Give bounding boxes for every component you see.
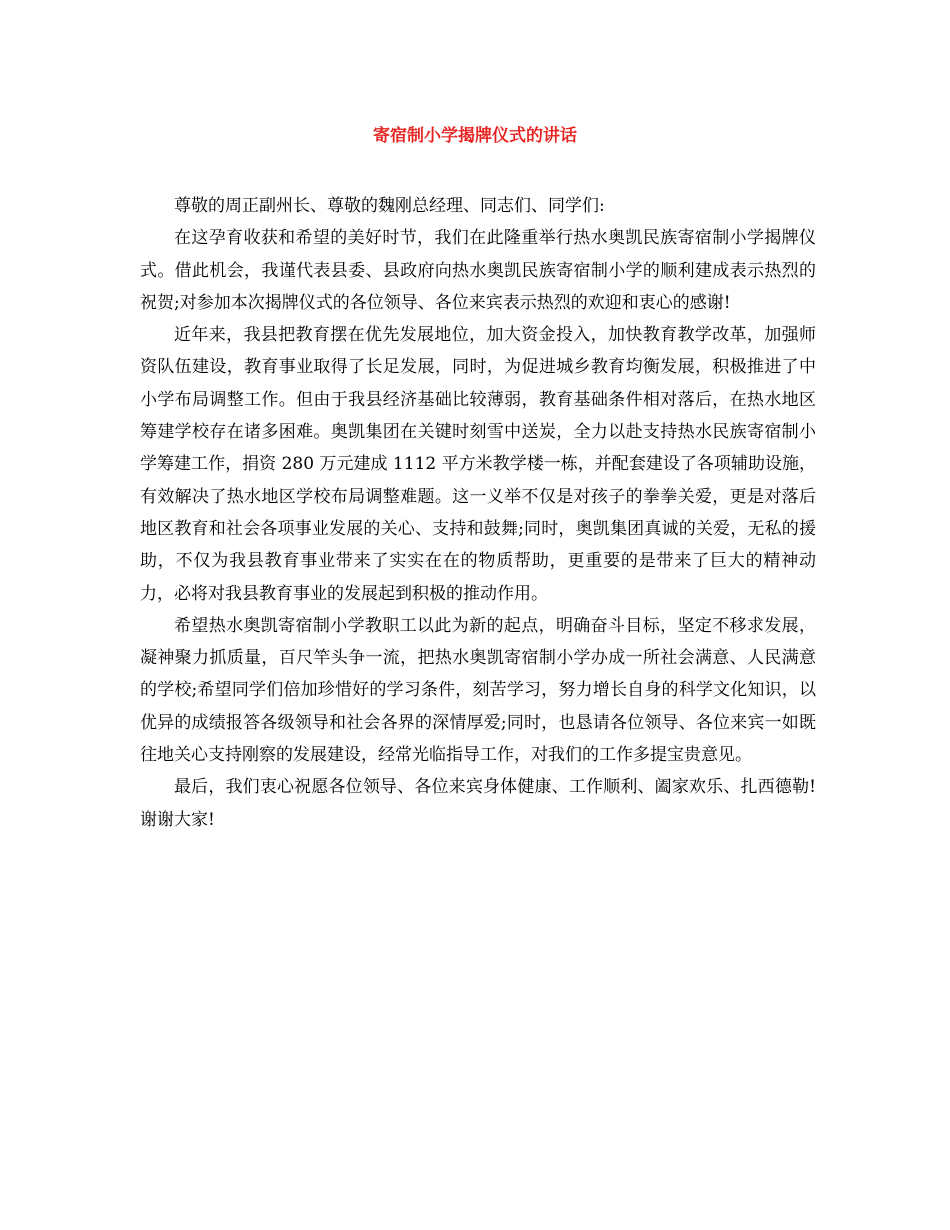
body-paragraph: 希望热水奥凯寄宿制小学教职工以此为新的起点，明确奋斗目标，坚定不移求发展，凝神聚力抓质量，百尺竿头争一流，把热水奥凯寄宿制小学办成一所社会满意、人民满意的学校;希望同学们倍加珍惜好的学习条件，刻苦学习，努力增长自身的科学文化知识，以优异的成绩报答各级领导和社会各界的深情厚爱;同时，也恳请各位领导、各位来宾一如既往地关心支持刚察的发展建设，经常光临指导工作，对我们的工作多提宝贵意见。 [140, 615, 816, 766]
document-title: 寄宿制小学揭牌仪式的讲话 [373, 126, 577, 146]
body-paragraph: 在这孕育收获和希望的美好时节，我们在此隆重举行热水奥凯民族寄宿制小学揭牌仪式。借此机会，我谨代表县委、县政府向热水奥凯民族寄宿制小学的顺利建成表示热烈的祝贺;对参加本次揭牌仪式的各位领导、各位来宾表示热烈的欢迎和衷心的感谢! [140, 228, 816, 313]
body-paragraph: 近年来，我县把教育摆在优先发展地位，加大资金投入，加快教育教学改革，加强师资队伍建设，教育事业取得了长足发展，同时，为促进城乡教育均衡发展，积极推进了中小学布局调整工作。但由于我县经济基础比较薄弱，教育基础条件相对落后，在热水地区筹建学校存在诸多困难。奥凯集团在关键时刻雪中送炭，全力以赴支持热水民族寄宿制小学筹建工作，捐资 280 万元建成 1112 平方米教学楼一栋，并配套建设了各项辅助设施，有效解决了热水地区学校布局调整难题。这一义举不仅是对孩子的拳拳关爱，更是对落后地区教育和社会各项事业发展的关心、支持和鼓舞;同时，奥凯集团真诚的关爱，无私的援助，不仅为我县教育事业带来了实实在在的物质帮助，更重要的是带来了巨大的精神动力，必将对我县教育事业的发展起到积极的推动作用。 [140, 325, 816, 604]
closing-paragraph: 最后，我们衷心祝愿各位领导、各位来宾身体健康、工作顺利、阖家欢乐、扎西德勒!谢谢大家! [140, 777, 816, 830]
document-body [140, 190, 816, 836]
salutation-paragraph: 尊敬的周正副州长、尊敬的魏刚总经理、同志们、同学们: [174, 196, 605, 216]
